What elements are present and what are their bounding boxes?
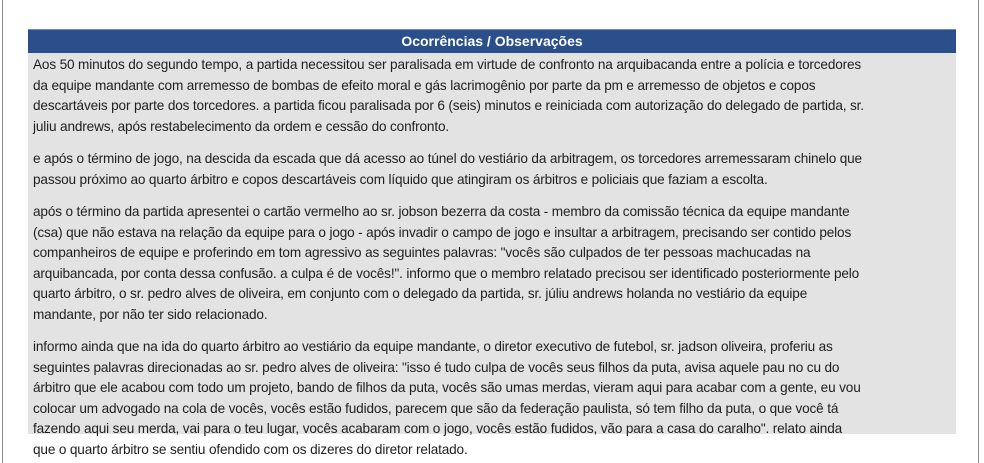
text-line: juliu andrews, após restabelecimento da ordem e cessão do confronto. (33, 118, 449, 134)
text-line: árbitro que ele acabou com todo um projeto, bando de filhos da puta, vocês são umas merdas, vieram aqui para acabar com a gente, eu vou (33, 380, 861, 395)
text-line: da equipe mandante com arremesso de bombas de efeito moral e gás lacrimogênio por parte da pm e arremesso de objetos e copos (33, 77, 816, 93)
text-line: quarto árbitro, o sr. pedro alves de oliveira, em conjunto com o delegado da partida, sr. júliu andrews holanda no vestiário da equipe (33, 286, 808, 301)
text-line: e após o término de jogo, na descida da escada que dá acesso ao túnel do vestiário da arbitragem, os torcedores arremessaram chinelo que (33, 151, 862, 166)
text-line: Aos 50 minutos do segundo tempo, a partida necessitou ser paralisada em virtude de confronto na arquibacanda entre a polícia e torcedores (33, 57, 862, 72)
text-line: mandante, por não ter sido relacionado. (33, 306, 268, 322)
text-line: que o quarto árbitro se sentiu ofendido com os dizeres do diretor relatado. (33, 441, 468, 457)
text-line: passou próximo ao quarto árbitro e copos descartáveis com líquido que atingiram os árbitros e policiais que faziam a escolta. (33, 171, 768, 187)
observation-paragraph (33, 202, 956, 325)
observations-body (28, 53, 956, 457)
observation-paragraph (33, 55, 956, 137)
observation-paragraph (33, 149, 956, 190)
text-line: seguintes palavras direcionadas ao sr. pedro alves de oliveira: "isso é tudo culpa de vocês seus filhos da puta, avisa aquele pau no cu do (33, 359, 840, 375)
section-title: Ocorrências / Observações (28, 29, 956, 53)
text-line: descartáveis por parte dos torcedores. a partida ficou paralisada por 6 (seis) minutos e reiniciada com autorização do delegado de partida, sr. (33, 98, 864, 113)
observation-paragraph (33, 337, 956, 460)
text-line: arquibancada, por conta dessa confusão. a culpa é de vocês!". informo que o membro relatado precisou ser identificado posteriormente pelo (33, 265, 860, 281)
text-line: informo ainda que na ida do quarto árbitro ao vestiário da equipe mandante, o diretor executivo de futebol, sr. jadson oliveira, proferiu as (33, 339, 833, 354)
text-line: (csa) que não estava na relação da equipe para o jogo - após invadir o campo de jogo e insultar a arbitragem, precisando ser contido pelos (33, 224, 852, 240)
text-line: companheiros de equipe e proferindo em tom agressivo as seguintes palavras: "vocês são culpados de ter pessoas machucadas na (33, 245, 811, 260)
text-line: após o término da partida apresentei o cartão vermelho ao sr. jobson bezerra da costa - membro da comissão técnica da equipe mandante (33, 204, 850, 219)
text-line: fazendo aqui seu merda, vai para o teu lugar, vocês acabaram com o jogo, vocês estão fudidos, vão para a casa do caralho". relato ainda (33, 421, 843, 436)
text-line: colocar um advogado na cola de vocês, vocês estão fudidos, parecem que são da federação paulista, só tem filho da puta, o que você tá (33, 400, 839, 416)
observations-panel (28, 29, 956, 457)
